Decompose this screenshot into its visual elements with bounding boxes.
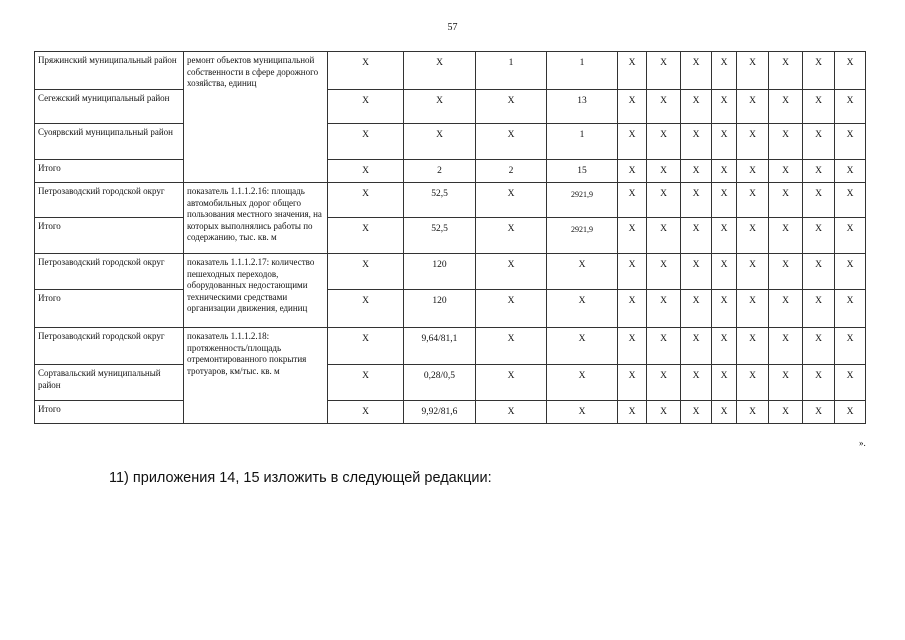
value-cell: X xyxy=(328,328,404,365)
value-cell: X xyxy=(328,365,404,401)
indicator-cell: показатель 1.1.1.2.18: протяженность/площадь отремонтированного покрытия тротуаров, км/тыс. кв. м xyxy=(184,328,328,424)
territory-name-cell: Петрозаводский городской округ xyxy=(35,183,184,218)
value-cell: X xyxy=(681,218,712,254)
value-cell: 2 xyxy=(404,160,476,183)
value-cell: X xyxy=(328,124,404,160)
value-cell: 13 xyxy=(547,90,618,124)
table-row xyxy=(35,401,866,424)
value-cell: X xyxy=(769,401,803,424)
value-cell: X xyxy=(647,160,681,183)
value-cell: X xyxy=(647,218,681,254)
value-cell: X xyxy=(769,160,803,183)
table-row xyxy=(35,183,866,218)
value-cell: X xyxy=(769,365,803,401)
value-cell: X xyxy=(404,52,476,90)
table-row xyxy=(35,328,866,365)
value-cell: X xyxy=(476,290,547,328)
value-cell: X xyxy=(328,52,404,90)
value-cell: X xyxy=(803,290,835,328)
value-cell: X xyxy=(803,218,835,254)
value-cell: X xyxy=(769,290,803,328)
value-cell: X xyxy=(803,401,835,424)
data-table xyxy=(34,51,866,424)
value-cell: X xyxy=(476,401,547,424)
value-cell: X xyxy=(404,90,476,124)
territory-name-cell: Итого xyxy=(35,218,184,254)
value-cell: X xyxy=(328,254,404,290)
value-cell: X xyxy=(712,365,737,401)
indicator-cell: показатель 1.1.1.2.16: площадь автомобильных дорог общего пользования местного значения, на которых выполнялись работы по содержанию, тыс. кв. м xyxy=(184,183,328,254)
value-cell: X xyxy=(618,254,647,290)
value-cell: X xyxy=(737,365,769,401)
value-cell: 15 xyxy=(547,160,618,183)
value-cell: X xyxy=(476,254,547,290)
value-cell: X xyxy=(835,90,866,124)
territory-name-cell: Итого xyxy=(35,290,184,328)
value-cell: X xyxy=(547,328,618,365)
value-cell: X xyxy=(803,160,835,183)
value-cell: X xyxy=(835,52,866,90)
value-cell: X xyxy=(647,124,681,160)
value-cell: X xyxy=(769,124,803,160)
value-cell: 52,5 xyxy=(404,183,476,218)
value-cell: X xyxy=(681,124,712,160)
value-cell: 2921,9 xyxy=(547,218,618,254)
value-cell: X xyxy=(328,160,404,183)
value-cell: X xyxy=(681,52,712,90)
value-cell: X xyxy=(618,218,647,254)
value-cell: X xyxy=(737,124,769,160)
value-cell: X xyxy=(476,365,547,401)
value-cell: X xyxy=(835,160,866,183)
value-cell: X xyxy=(803,124,835,160)
indicator-cell: показатель 1.1.1.2.17: количество пешеходных переходов, оборудованных недостающими техническими средствами организации движения, единиц xyxy=(184,254,328,328)
value-cell: X xyxy=(328,401,404,424)
value-cell: 2 xyxy=(476,160,547,183)
territory-name-cell: Сортавальский муниципальный район xyxy=(35,365,184,401)
value-cell: 2921,9 xyxy=(547,183,618,218)
value-cell: 9,64/81,1 xyxy=(404,328,476,365)
value-cell: X xyxy=(737,328,769,365)
value-cell: X xyxy=(618,183,647,218)
value-cell: X xyxy=(803,183,835,218)
value-cell: X xyxy=(712,328,737,365)
value-cell: X xyxy=(835,254,866,290)
closing-quote-mark: ». xyxy=(859,438,866,448)
value-cell: X xyxy=(618,365,647,401)
value-cell: X xyxy=(769,90,803,124)
value-cell: X xyxy=(835,290,866,328)
territory-name-cell: Петрозаводский городской округ xyxy=(35,254,184,290)
territory-name-cell: Суоярвский муниципальный район xyxy=(35,124,184,160)
value-cell: X xyxy=(769,254,803,290)
value-cell: X xyxy=(803,328,835,365)
value-cell: X xyxy=(835,124,866,160)
value-cell: X xyxy=(476,90,547,124)
value-cell: X xyxy=(737,52,769,90)
value-cell: X xyxy=(647,90,681,124)
value-cell: X xyxy=(647,365,681,401)
value-cell: X xyxy=(712,160,737,183)
value-cell: X xyxy=(803,90,835,124)
value-cell: 1 xyxy=(547,52,618,90)
value-cell: X xyxy=(328,183,404,218)
table-body xyxy=(35,52,866,424)
value-cell: X xyxy=(835,218,866,254)
territory-name-cell: Пряжинский муниципальный район xyxy=(35,52,184,90)
table-row xyxy=(35,254,866,290)
value-cell: X xyxy=(712,183,737,218)
value-cell: X xyxy=(737,218,769,254)
table-row xyxy=(35,160,866,183)
value-cell: X xyxy=(835,183,866,218)
value-cell: X xyxy=(681,160,712,183)
territory-name-cell: Петрозаводский городской округ xyxy=(35,328,184,365)
value-cell: 1 xyxy=(476,52,547,90)
value-cell: X xyxy=(712,124,737,160)
value-cell: X xyxy=(618,52,647,90)
value-cell: X xyxy=(647,183,681,218)
value-cell: X xyxy=(737,254,769,290)
value-cell: X xyxy=(681,290,712,328)
value-cell: X xyxy=(476,183,547,218)
value-cell: X xyxy=(769,328,803,365)
value-cell: X xyxy=(404,124,476,160)
value-cell: X xyxy=(835,365,866,401)
value-cell: 0,28/0,5 xyxy=(404,365,476,401)
value-cell: X xyxy=(618,160,647,183)
value-cell: X xyxy=(476,218,547,254)
value-cell: X xyxy=(618,290,647,328)
indicator-cell: ремонт объектов муниципальной собственности в сфере дорожного хозяйства, единиц xyxy=(184,52,328,183)
amendment-paragraph: 11) приложения 14, 15 изложить в следующей редакции: xyxy=(109,470,492,486)
value-cell: X xyxy=(712,52,737,90)
value-cell: X xyxy=(681,328,712,365)
value-cell: 9,92/81,6 xyxy=(404,401,476,424)
value-cell: X xyxy=(476,328,547,365)
value-cell: X xyxy=(647,52,681,90)
value-cell: X xyxy=(647,328,681,365)
value-cell: X xyxy=(647,290,681,328)
page-number: 57 xyxy=(447,22,458,33)
value-cell: X xyxy=(618,328,647,365)
value-cell: X xyxy=(803,254,835,290)
value-cell: X xyxy=(547,365,618,401)
table-row xyxy=(35,52,866,90)
value-cell: X xyxy=(737,401,769,424)
value-cell: X xyxy=(681,183,712,218)
table-row xyxy=(35,365,866,401)
table-row xyxy=(35,290,866,328)
value-cell: X xyxy=(681,254,712,290)
value-cell: X xyxy=(769,52,803,90)
value-cell: X xyxy=(547,290,618,328)
value-cell: X xyxy=(712,254,737,290)
value-cell: 120 xyxy=(404,254,476,290)
table-row xyxy=(35,218,866,254)
value-cell: X xyxy=(547,254,618,290)
value-cell: X xyxy=(769,183,803,218)
value-cell: 52,5 xyxy=(404,218,476,254)
value-cell: X xyxy=(647,401,681,424)
value-cell: X xyxy=(835,401,866,424)
value-cell: X xyxy=(737,160,769,183)
value-cell: X xyxy=(803,52,835,90)
value-cell: X xyxy=(328,90,404,124)
territory-name-cell: Итого xyxy=(35,160,184,183)
value-cell: X xyxy=(681,90,712,124)
value-cell: X xyxy=(681,365,712,401)
value-cell: X xyxy=(712,218,737,254)
value-cell: X xyxy=(647,254,681,290)
value-cell: X xyxy=(328,218,404,254)
value-cell: X xyxy=(737,183,769,218)
value-cell: X xyxy=(618,401,647,424)
value-cell: X xyxy=(681,401,712,424)
territory-name-cell: Итого xyxy=(35,401,184,424)
territory-name-cell: Сегежский муниципальный район xyxy=(35,90,184,124)
value-cell: X xyxy=(737,90,769,124)
value-cell: X xyxy=(835,328,866,365)
value-cell: X xyxy=(737,290,769,328)
value-cell: X xyxy=(803,365,835,401)
value-cell: X xyxy=(618,124,647,160)
value-cell: X xyxy=(769,218,803,254)
value-cell: X xyxy=(712,401,737,424)
value-cell: X xyxy=(547,401,618,424)
value-cell: X xyxy=(328,290,404,328)
value-cell: X xyxy=(712,90,737,124)
table-row xyxy=(35,90,866,124)
value-cell: X xyxy=(476,124,547,160)
value-cell: X xyxy=(712,290,737,328)
value-cell: X xyxy=(618,90,647,124)
value-cell: 1 xyxy=(547,124,618,160)
table-row xyxy=(35,124,866,160)
value-cell: 120 xyxy=(404,290,476,328)
